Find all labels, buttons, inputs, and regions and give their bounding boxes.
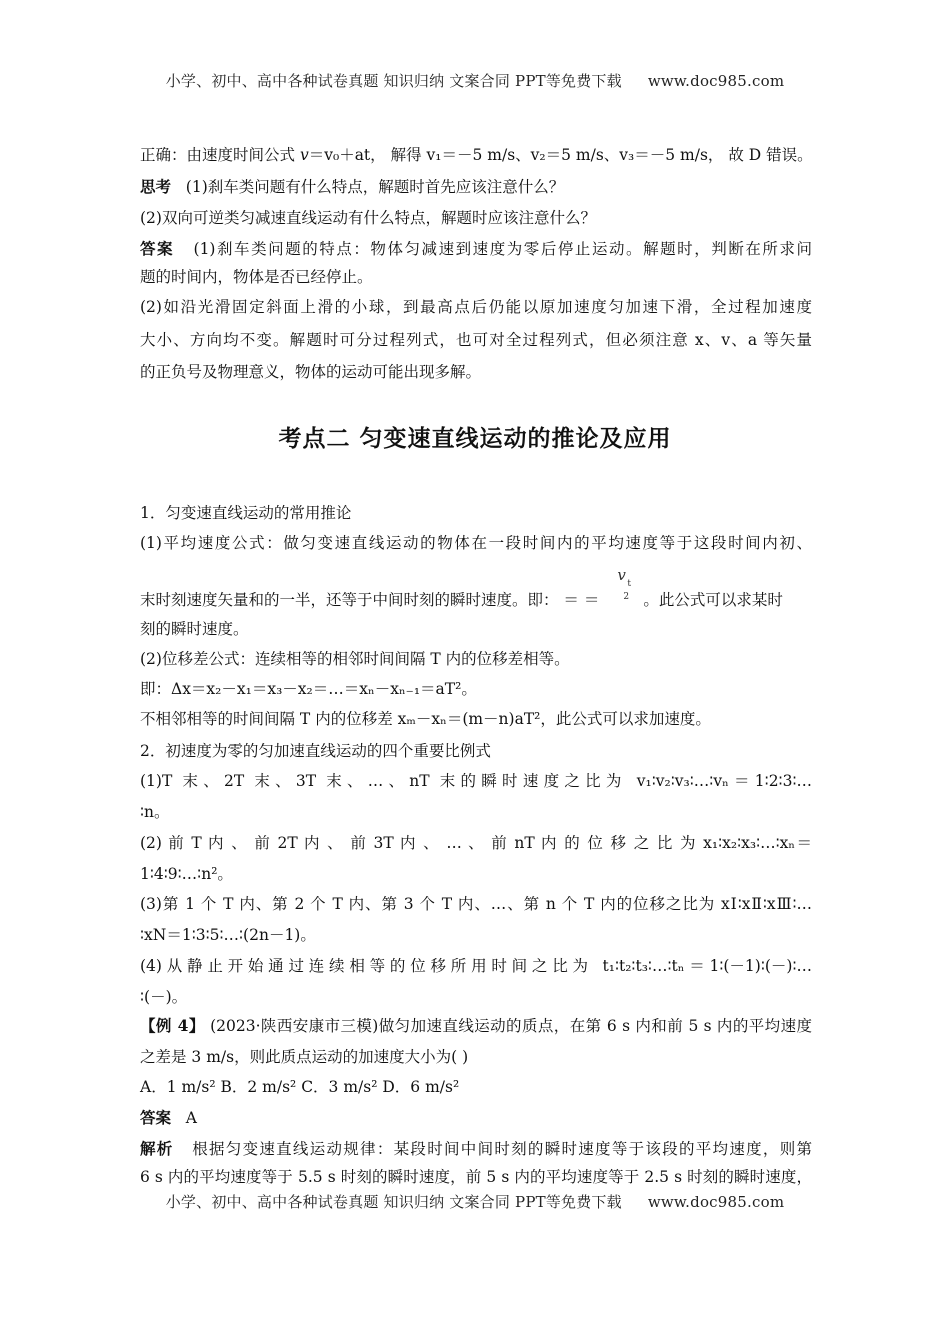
footer-site: www.doc985.com — [647, 1193, 785, 1211]
page-footer — [0, 1191, 950, 1212]
example-analysis-label: 解析 — [140, 1139, 174, 1158]
think-q1-line — [140, 176, 812, 198]
header-text: 小学、初中、高中各种试卷真题 知识归纳 文案合同 PPT等免费下载 — [165, 72, 622, 90]
answer1-line1 — [140, 238, 812, 260]
section2-p1b: ∶n。 — [140, 803, 170, 821]
think-q1: (1)刹车类问题有什么特点，解题时首先应该注意什么？ — [185, 178, 565, 196]
frac-t: t — [627, 579, 631, 589]
frac-2: 2 — [623, 592, 630, 602]
section2-p1: (1)T 末、2T 末、3T 末、…、nT 末的瞬时速度之比为 v₁∶v₂∶v₃∶…∶vₙ＝1∶2∶3∶… — [140, 772, 812, 790]
example-analysis-text1: 根据匀变速直线运动规律：某段时间中间时刻的瞬时速度等于该段的平均速度，则第 — [192, 1140, 812, 1158]
answer1-line5: 的正负号及物理意义，物体的运动可能出现多解。 — [140, 363, 482, 381]
example4-analysis1 — [140, 1138, 812, 1160]
section2-heading: 2．初速度为零的匀加速直线运动的四个重要比例式 — [140, 742, 491, 760]
example4-analysis2: 6 s 内的平均速度等于 5.5 s 时刻的瞬时速度，前 5 s 内的平均速度等于 2.5 s 时刻的瞬时速度， — [140, 1168, 812, 1186]
answer1-line2: 题的时间内，物体是否已经停止。 — [140, 268, 373, 286]
answer1-line4: 大小、方向均不变。解题时可分过程列式，也可对全过程列式，但必须注意 x、v、a 等矢量 — [140, 331, 812, 349]
section1-p2b: 即：Δx＝x₂－x₁＝x₃－x₂＝…＝xₙ－xₙ₋₁＝aT²。 — [140, 680, 477, 698]
section2-p2b: 1∶4∶9∶…∶n²。 — [140, 865, 233, 883]
example-answer-label: 答案 — [140, 1108, 172, 1127]
think-q2: (2)双向可逆类匀减速直线运动有什么特点，解题时应该注意什么？ — [140, 209, 596, 227]
footer-text: 小学、初中、高中各种试卷真题 知识归纳 文案合同 PPT等免费下载 — [165, 1193, 622, 1211]
correct-formula-v: v — [299, 146, 309, 164]
answer1-text1: (1)刹车类问题的特点：物体匀减速到速度为零后停止运动。解题时，判断在所求问 — [193, 240, 812, 258]
section2-p3b: ∶xN＝1∶3∶5∶…∶(2n－1)。 — [140, 926, 316, 944]
page-header — [0, 70, 950, 91]
correct-text-rest: v₀＋at， 解得 v₁＝－5 m/s、v₂＝5 m/s、v₃＝－5 m/s， 故 D 错误。 — [324, 146, 813, 164]
section2-p4: (4)从静止开始通过连续相等的位移所用时间之比为 t₁∶t₂∶t₃∶…∶tₙ＝1∶(－1)∶(－)∶… — [140, 957, 812, 975]
answer1-label: 答案 — [140, 239, 175, 258]
example-text1: (2023·陕西安康市三模)做匀加速直线运动的质点，在第 6 s 内和前 5 s 内的平均速度 — [210, 1017, 812, 1035]
example4-line1 — [140, 1015, 812, 1037]
frac-v: v — [617, 566, 626, 584]
example4-answer — [140, 1107, 812, 1129]
section1-p1b-line — [140, 566, 812, 612]
section1-p1b: 末时刻速度矢量和的一半，还等于中间时刻的瞬时速度。即： ＝ ＝ — [140, 591, 600, 609]
section2-p3: (3)第 1 个 T 内、第 2 个 T 内、第 3 个 T 内、…、第 n 个 T 内的位移之比为 xⅠ∶xⅡ∶xⅢ∶… — [140, 895, 812, 913]
midpoint-velocity-symbol — [613, 566, 643, 612]
think-label: 思考 — [140, 177, 172, 196]
answer1-line3: (2)如沿光滑固定斜面上滑的小球，到最高点后仍能以原加速度匀加速下滑，全过程加速度 — [140, 298, 812, 316]
section1-p1: (1)平均速度公式：做匀变速直线运动的物体在一段时间内的平均速度等于这段时间内初、 — [140, 534, 812, 552]
correct-formula-eq: ＝ — [308, 146, 325, 164]
section1-heading: 1．匀变速直线运动的常用推论 — [140, 504, 352, 522]
section2-p2: (2) 前 T 内 、 前 2T 内 、 前 3T 内 、 … 、 前 nT 内 的 位 移 之 比 为 x₁∶x₂∶x₃∶…∶xₙ＝ — [140, 834, 812, 852]
example4-options: A．1 m/s² B．2 m/s² C．3 m/s² D．6 m/s² — [140, 1078, 460, 1096]
paragraph-correct — [140, 144, 812, 166]
header-site: www.doc985.com — [647, 72, 785, 90]
section1-p2: (2)位移差公式：连续相等的相邻时间间隔 T 内的位移差相等。 — [140, 650, 570, 668]
section1-p1d: 刻的瞬时速度。 — [140, 620, 249, 638]
section-title: 考点二 匀变速直线运动的推论及应用 — [278, 425, 672, 452]
example-answer: A — [185, 1109, 197, 1127]
correct-text-pre: 正确：由速度时间公式 — [140, 146, 300, 164]
section2-p4b: ∶(－)。 — [140, 988, 188, 1006]
example-label: 【例 4】 — [140, 1016, 205, 1035]
example4-line2: 之差是 3 m/s，则此质点运动的加速度大小为( ) — [140, 1048, 469, 1066]
think-q2-line — [140, 207, 812, 229]
section1-p2c: 不相邻相等的时间间隔 T 内的位移差 xₘ－xₙ＝(m－n)aT²，此公式可以求加速度。 — [140, 710, 711, 728]
section1-p1c: 。此公式可以求某时 — [643, 591, 783, 609]
